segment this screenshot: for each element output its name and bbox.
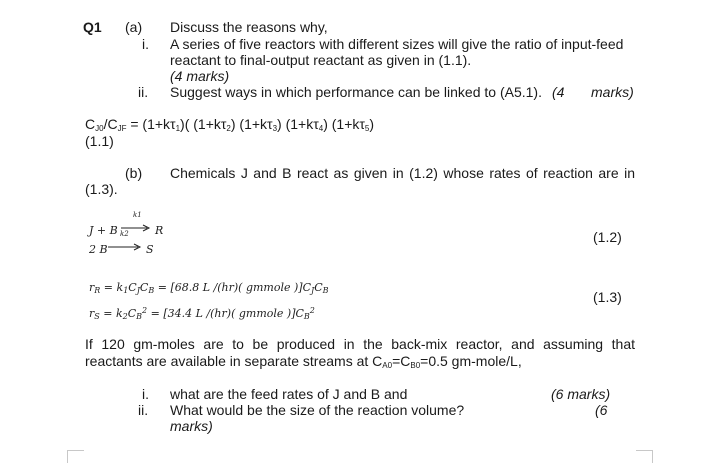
crop-mark-left <box>67 450 84 463</box>
paragraph-line-1: If 120 gm-moles are to be produced in the back-mix reactor, and assuming that <box>85 336 635 352</box>
part-a-i-marks: (4 marks) <box>170 68 230 84</box>
part-a-i-line2: reactant to final-output reactant as given in (1.1). <box>170 52 472 68</box>
reaction-2-rate-constant: k2 <box>120 230 129 238</box>
part-a-ii-marks-open: (4 <box>552 84 565 100</box>
part-a-ii-marks-close: marks) <box>591 84 634 100</box>
equation-1-1-number: (1.1) <box>85 133 114 149</box>
rate-equation-r: $r_R = k_1C_JC_B = [68.8$ L /(hr)( gmmole )]$C_JC_B$ <box>89 281 329 295</box>
task-ii-number: ii. <box>138 402 149 418</box>
reaction-2-product: S <box>146 243 154 256</box>
task-i-marks: (6 marks) <box>551 386 611 402</box>
part-a-ii-text: Suggest ways in which performance can be linked to (A5.1). <box>170 84 542 100</box>
question-number: Q1 <box>83 19 102 35</box>
reaction-2-reactants: 2 B <box>89 243 108 256</box>
equation-1-1: $C_{J0}/C_{JF} = (1+k\tau_1)$( $(1+k\tau_2)$ $(1+k\tau_3)$ $(1+k\tau_4)$ $(1+k\tau_5)$ <box>85 116 375 133</box>
part-a-i-number: i. <box>142 36 149 52</box>
reaction-1-product: R <box>155 224 164 237</box>
part-b-text: Chemicals J and B react as given in (1.2) whose rates of reaction are in <box>170 165 635 181</box>
part-b-label: (b) <box>125 165 143 181</box>
reaction-1-rate-constant: k1 <box>133 211 142 219</box>
part-a-label: (a) <box>125 19 143 35</box>
task-ii-marks-open: (6 <box>595 402 608 418</box>
task-i-number: i. <box>142 386 149 402</box>
reaction-2-arrow-icon <box>107 237 143 255</box>
part-a-ii-number: ii. <box>138 84 149 100</box>
task-ii-text: What would be the size of the reaction volume? <box>170 402 465 418</box>
task-i-text: what are the feed rates of J and B and <box>170 386 408 402</box>
part-b-ref: (1.3). <box>85 181 118 197</box>
crop-mark-right <box>636 450 653 463</box>
equation-1-2-number: (1.2) <box>593 229 622 245</box>
task-ii-marks-close: marks) <box>170 418 213 434</box>
part-a-i-line1: A series of five reactors with different sizes will give the ratio of input-feed <box>170 36 624 52</box>
rate-equation-s: $r_S = k_2C_B^2 = [34.4$ L /(hr)( gmmole )]$C_B^2$ <box>89 306 315 321</box>
reaction-1-reactants: J + B <box>89 224 118 237</box>
paragraph-line-2: reactants are available in separate streams at $C_{A0}=C_{B0}=0.5$ gm-mole/L, <box>85 353 522 370</box>
part-a-intro: Discuss the reasons why, <box>170 19 328 35</box>
equation-1-3-number: (1.3) <box>593 289 622 305</box>
